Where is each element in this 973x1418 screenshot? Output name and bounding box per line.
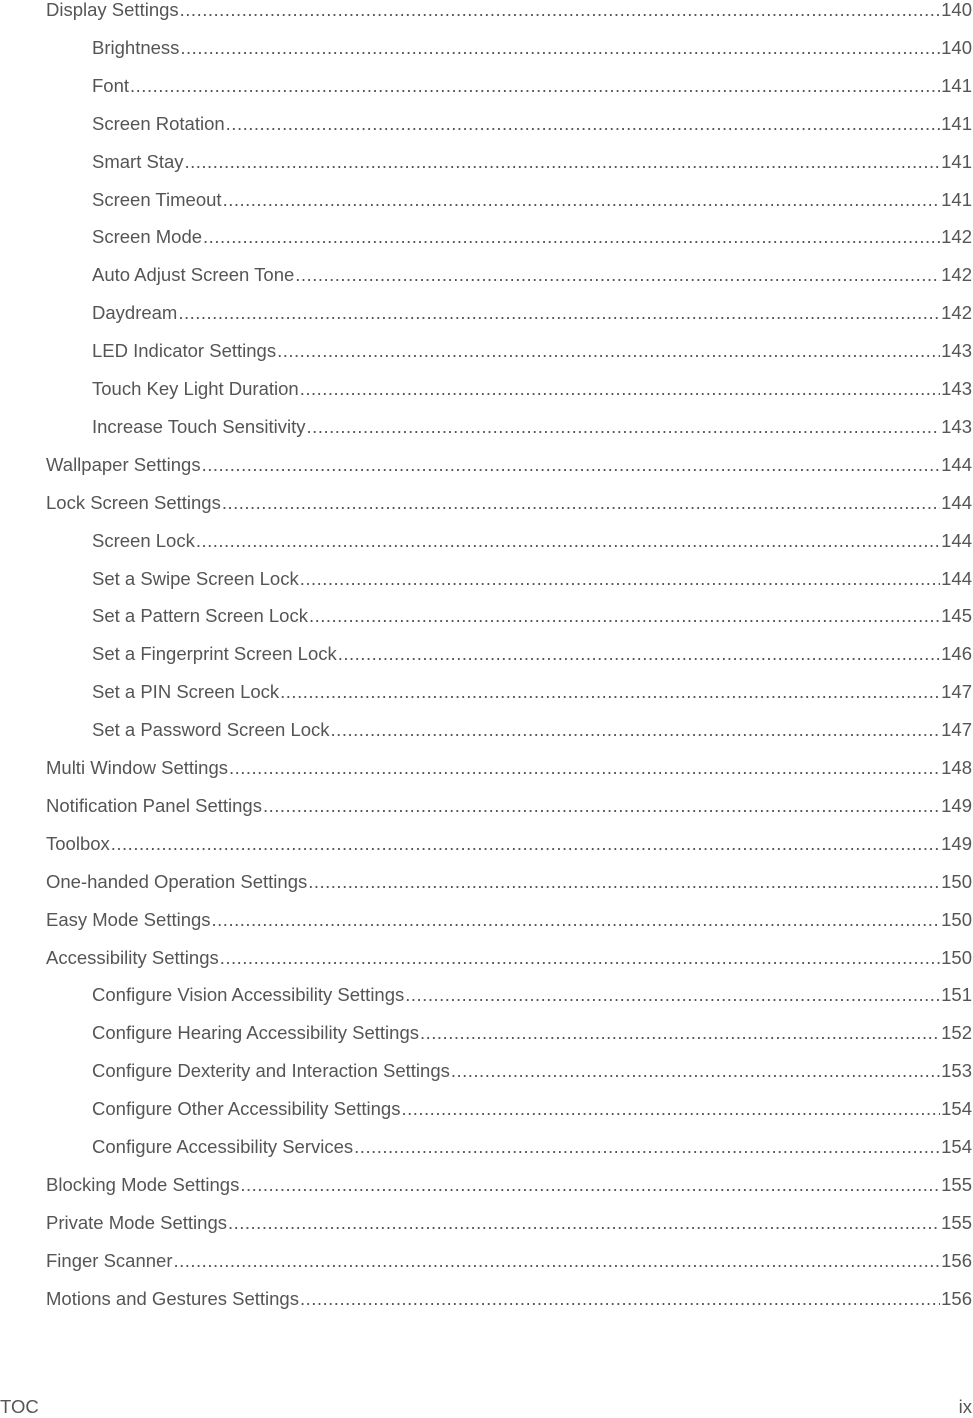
toc-entry-page-number: 144 xyxy=(941,567,972,589)
toc-entry-page-number: 140 xyxy=(941,0,972,20)
toc-entry-title: Set a PIN Screen Lock xyxy=(92,681,280,703)
toc-dot-leader xyxy=(229,757,940,779)
toc-entry[interactable] xyxy=(92,1060,972,1082)
toc-entry[interactable] xyxy=(92,1136,972,1158)
toc-entry[interactable] xyxy=(92,226,972,248)
footer-section-label: TOC xyxy=(0,1396,39,1417)
toc-entry-title: Auto Adjust Screen Tone xyxy=(92,264,295,286)
toc-entry-title: Configure Hearing Accessibility Settings xyxy=(92,1022,419,1044)
toc-dot-leader xyxy=(420,1022,940,1044)
toc-entry-title: Easy Mode Settings xyxy=(46,908,211,930)
toc-entry-title: Motions and Gestures Settings xyxy=(46,1287,299,1309)
toc-entry-page-number: 150 xyxy=(941,870,972,892)
toc-entry-title: Font xyxy=(92,74,130,96)
toc-entry-page-number: 155 xyxy=(941,1211,972,1233)
toc-entry-title: LED Indicator Settings xyxy=(92,340,277,362)
toc-entry-page-number: 142 xyxy=(941,264,972,286)
toc-entry-page-number: 147 xyxy=(941,719,972,741)
toc-entry[interactable] xyxy=(46,492,972,514)
toc-entry-page-number: 142 xyxy=(941,302,972,324)
toc-entry-title: Configure Vision Accessibility Settings xyxy=(92,984,405,1006)
toc-entry-title: Touch Key Light Duration xyxy=(92,378,299,399)
toc-entry[interactable] xyxy=(92,340,972,362)
toc-entry[interactable] xyxy=(46,1212,972,1234)
toc-entry[interactable] xyxy=(46,947,972,969)
page-footer xyxy=(0,1396,972,1418)
toc-dot-leader xyxy=(338,643,940,665)
toc-dot-leader xyxy=(405,984,940,1006)
toc-entry[interactable] xyxy=(46,795,972,817)
toc-entry[interactable] xyxy=(92,1022,972,1044)
toc-dot-leader xyxy=(307,416,941,438)
toc-entry[interactable] xyxy=(92,984,972,1006)
toc-entry[interactable] xyxy=(46,454,972,476)
toc-dot-leader xyxy=(178,302,940,324)
toc-entry-page-number: 149 xyxy=(941,794,972,816)
toc-entry-page-number: 154 xyxy=(941,1136,972,1157)
toc-entry[interactable] xyxy=(92,151,972,173)
toc-dot-leader xyxy=(220,947,940,969)
toc-entry-title: Screen Mode xyxy=(92,226,203,248)
toc-entry-page-number: 150 xyxy=(941,946,972,968)
toc-entry-title: Screen Rotation xyxy=(92,112,225,134)
toc-entry-title: Blocking Mode Settings xyxy=(46,1173,240,1195)
toc-entry-page-number: 143 xyxy=(941,415,972,437)
toc-entry-title: Screen Timeout xyxy=(92,188,222,210)
toc-dot-leader xyxy=(222,492,940,514)
toc-entry-title: Daydream xyxy=(92,302,178,324)
toc-entry-title: Set a Password Screen Lock xyxy=(92,719,330,741)
toc-dot-leader xyxy=(180,0,940,21)
toc-entry[interactable] xyxy=(92,378,972,400)
toc-entry-page-number: 144 xyxy=(941,529,972,551)
toc-entry-page-number: 155 xyxy=(941,1173,972,1195)
toc-entry-title: Set a Pattern Screen Lock xyxy=(92,605,308,627)
toc-entry-page-number: 149 xyxy=(941,832,972,854)
toc-dot-leader xyxy=(202,454,941,476)
toc-entry-title: Lock Screen Settings xyxy=(46,491,221,513)
toc-entry-page-number: 148 xyxy=(941,757,972,778)
toc-entry-page-number: 143 xyxy=(941,340,972,362)
toc-entry-page-number: 141 xyxy=(941,112,972,134)
toc-entry-page-number: 144 xyxy=(941,453,972,475)
toc-entry[interactable] xyxy=(92,75,972,97)
toc-entry-page-number: 150 xyxy=(941,908,972,930)
toc-entry-title: Smart Stay xyxy=(92,150,184,172)
footer-page-number: ix xyxy=(958,1396,972,1417)
toc-entry-page-number: 147 xyxy=(941,681,972,703)
toc-entry[interactable] xyxy=(46,1174,972,1196)
toc-entry[interactable] xyxy=(46,1250,972,1272)
toc-dot-leader xyxy=(228,1212,940,1234)
toc-entry-page-number: 156 xyxy=(941,1287,972,1309)
toc-dot-leader xyxy=(300,378,940,400)
toc-entry-title: Set a Swipe Screen Lock xyxy=(92,567,299,589)
toc-entry-title: Multi Window Settings xyxy=(46,757,228,778)
toc-dot-leader xyxy=(300,1288,940,1310)
toc-entry[interactable] xyxy=(92,605,972,627)
toc-entry-page-number: 146 xyxy=(941,643,972,665)
toc-entry-title: Display Settings xyxy=(46,0,179,20)
toc-entry[interactable] xyxy=(92,719,972,741)
toc-dot-leader xyxy=(223,189,941,211)
toc-dot-leader xyxy=(196,530,940,552)
toc-dot-leader xyxy=(180,37,940,59)
toc-dot-leader xyxy=(226,113,940,135)
toc-entry[interactable] xyxy=(92,189,972,211)
toc-entry-title: Wallpaper Settings xyxy=(46,453,201,475)
toc-entry-page-number: 145 xyxy=(941,605,972,627)
toc-entry[interactable] xyxy=(92,643,972,665)
toc-entry-title: Configure Other Accessibility Settings xyxy=(92,1098,401,1120)
toc-entry-title: Configure Accessibility Services xyxy=(92,1136,354,1157)
toc-entry-page-number: 143 xyxy=(941,378,972,399)
toc-entry-title: Notification Panel Settings xyxy=(46,794,262,816)
toc-entry-page-number: 144 xyxy=(941,491,972,513)
toc-dot-leader xyxy=(212,909,941,931)
toc-entry-title: Screen Lock xyxy=(92,529,195,551)
toc-entry[interactable] xyxy=(92,264,972,286)
toc-entry-page-number: 156 xyxy=(941,1249,972,1271)
toc-dot-leader xyxy=(331,719,941,741)
toc-entry-page-number: 154 xyxy=(941,1098,972,1120)
toc-entry-page-number: 151 xyxy=(941,984,972,1006)
toc-entry-page-number: 141 xyxy=(941,150,972,172)
toc-entry-title: One-handed Operation Settings xyxy=(46,870,308,892)
toc-entry-page-number: 152 xyxy=(941,1022,972,1044)
toc-entry[interactable] xyxy=(46,757,972,779)
toc-entry[interactable] xyxy=(92,113,972,135)
toc-entry-page-number: 153 xyxy=(941,1060,972,1082)
toc-entry[interactable] xyxy=(46,1288,972,1310)
toc-dot-leader xyxy=(300,568,940,590)
toc-dot-leader xyxy=(451,1060,940,1082)
toc-entry[interactable] xyxy=(46,833,972,855)
toc-entry[interactable] xyxy=(92,416,972,438)
toc-entry[interactable] xyxy=(92,1098,972,1120)
toc-dot-leader xyxy=(173,1250,940,1272)
toc-dot-leader xyxy=(263,795,940,817)
toc-entry-title: Finger Scanner xyxy=(46,1249,173,1271)
toc-dot-leader xyxy=(308,871,940,893)
toc-dot-leader xyxy=(354,1136,940,1158)
toc-entry[interactable] xyxy=(92,568,972,590)
toc-dot-leader xyxy=(280,681,940,703)
toc-dot-leader xyxy=(401,1098,940,1120)
toc-entry-title: Accessibility Settings xyxy=(46,946,219,968)
toc-entry[interactable] xyxy=(46,871,972,893)
toc-dot-leader xyxy=(277,340,940,362)
toc-entry[interactable] xyxy=(92,530,972,552)
toc-dot-leader xyxy=(130,75,940,97)
toc-dot-leader xyxy=(203,226,940,248)
toc-entry[interactable] xyxy=(46,0,972,21)
toc-dot-leader xyxy=(295,264,940,286)
toc-entry[interactable] xyxy=(92,37,972,59)
toc-entry-title: Increase Touch Sensitivity xyxy=(92,415,306,437)
toc-dot-leader xyxy=(185,151,941,173)
toc-entry-page-number: 142 xyxy=(941,226,972,248)
toc-entry-page-number: 141 xyxy=(941,74,972,96)
toc-entry-title: Set a Fingerprint Screen Lock xyxy=(92,643,337,665)
toc-entry-title: Private Mode Settings xyxy=(46,1211,227,1233)
toc-entry-page-number: 140 xyxy=(941,36,972,58)
toc-dot-leader xyxy=(309,605,940,627)
toc-entry-title: Toolbox xyxy=(46,832,110,854)
toc-entry[interactable] xyxy=(92,681,972,703)
toc-entry-title: Brightness xyxy=(92,36,180,58)
toc-entry-title: Configure Dexterity and Interaction Settings xyxy=(92,1060,450,1082)
toc-dot-leader xyxy=(240,1174,940,1196)
toc-dot-leader xyxy=(111,833,940,855)
toc-entry[interactable] xyxy=(92,302,972,324)
toc-entry[interactable] xyxy=(46,909,972,931)
toc-entry-page-number: 141 xyxy=(941,188,972,210)
